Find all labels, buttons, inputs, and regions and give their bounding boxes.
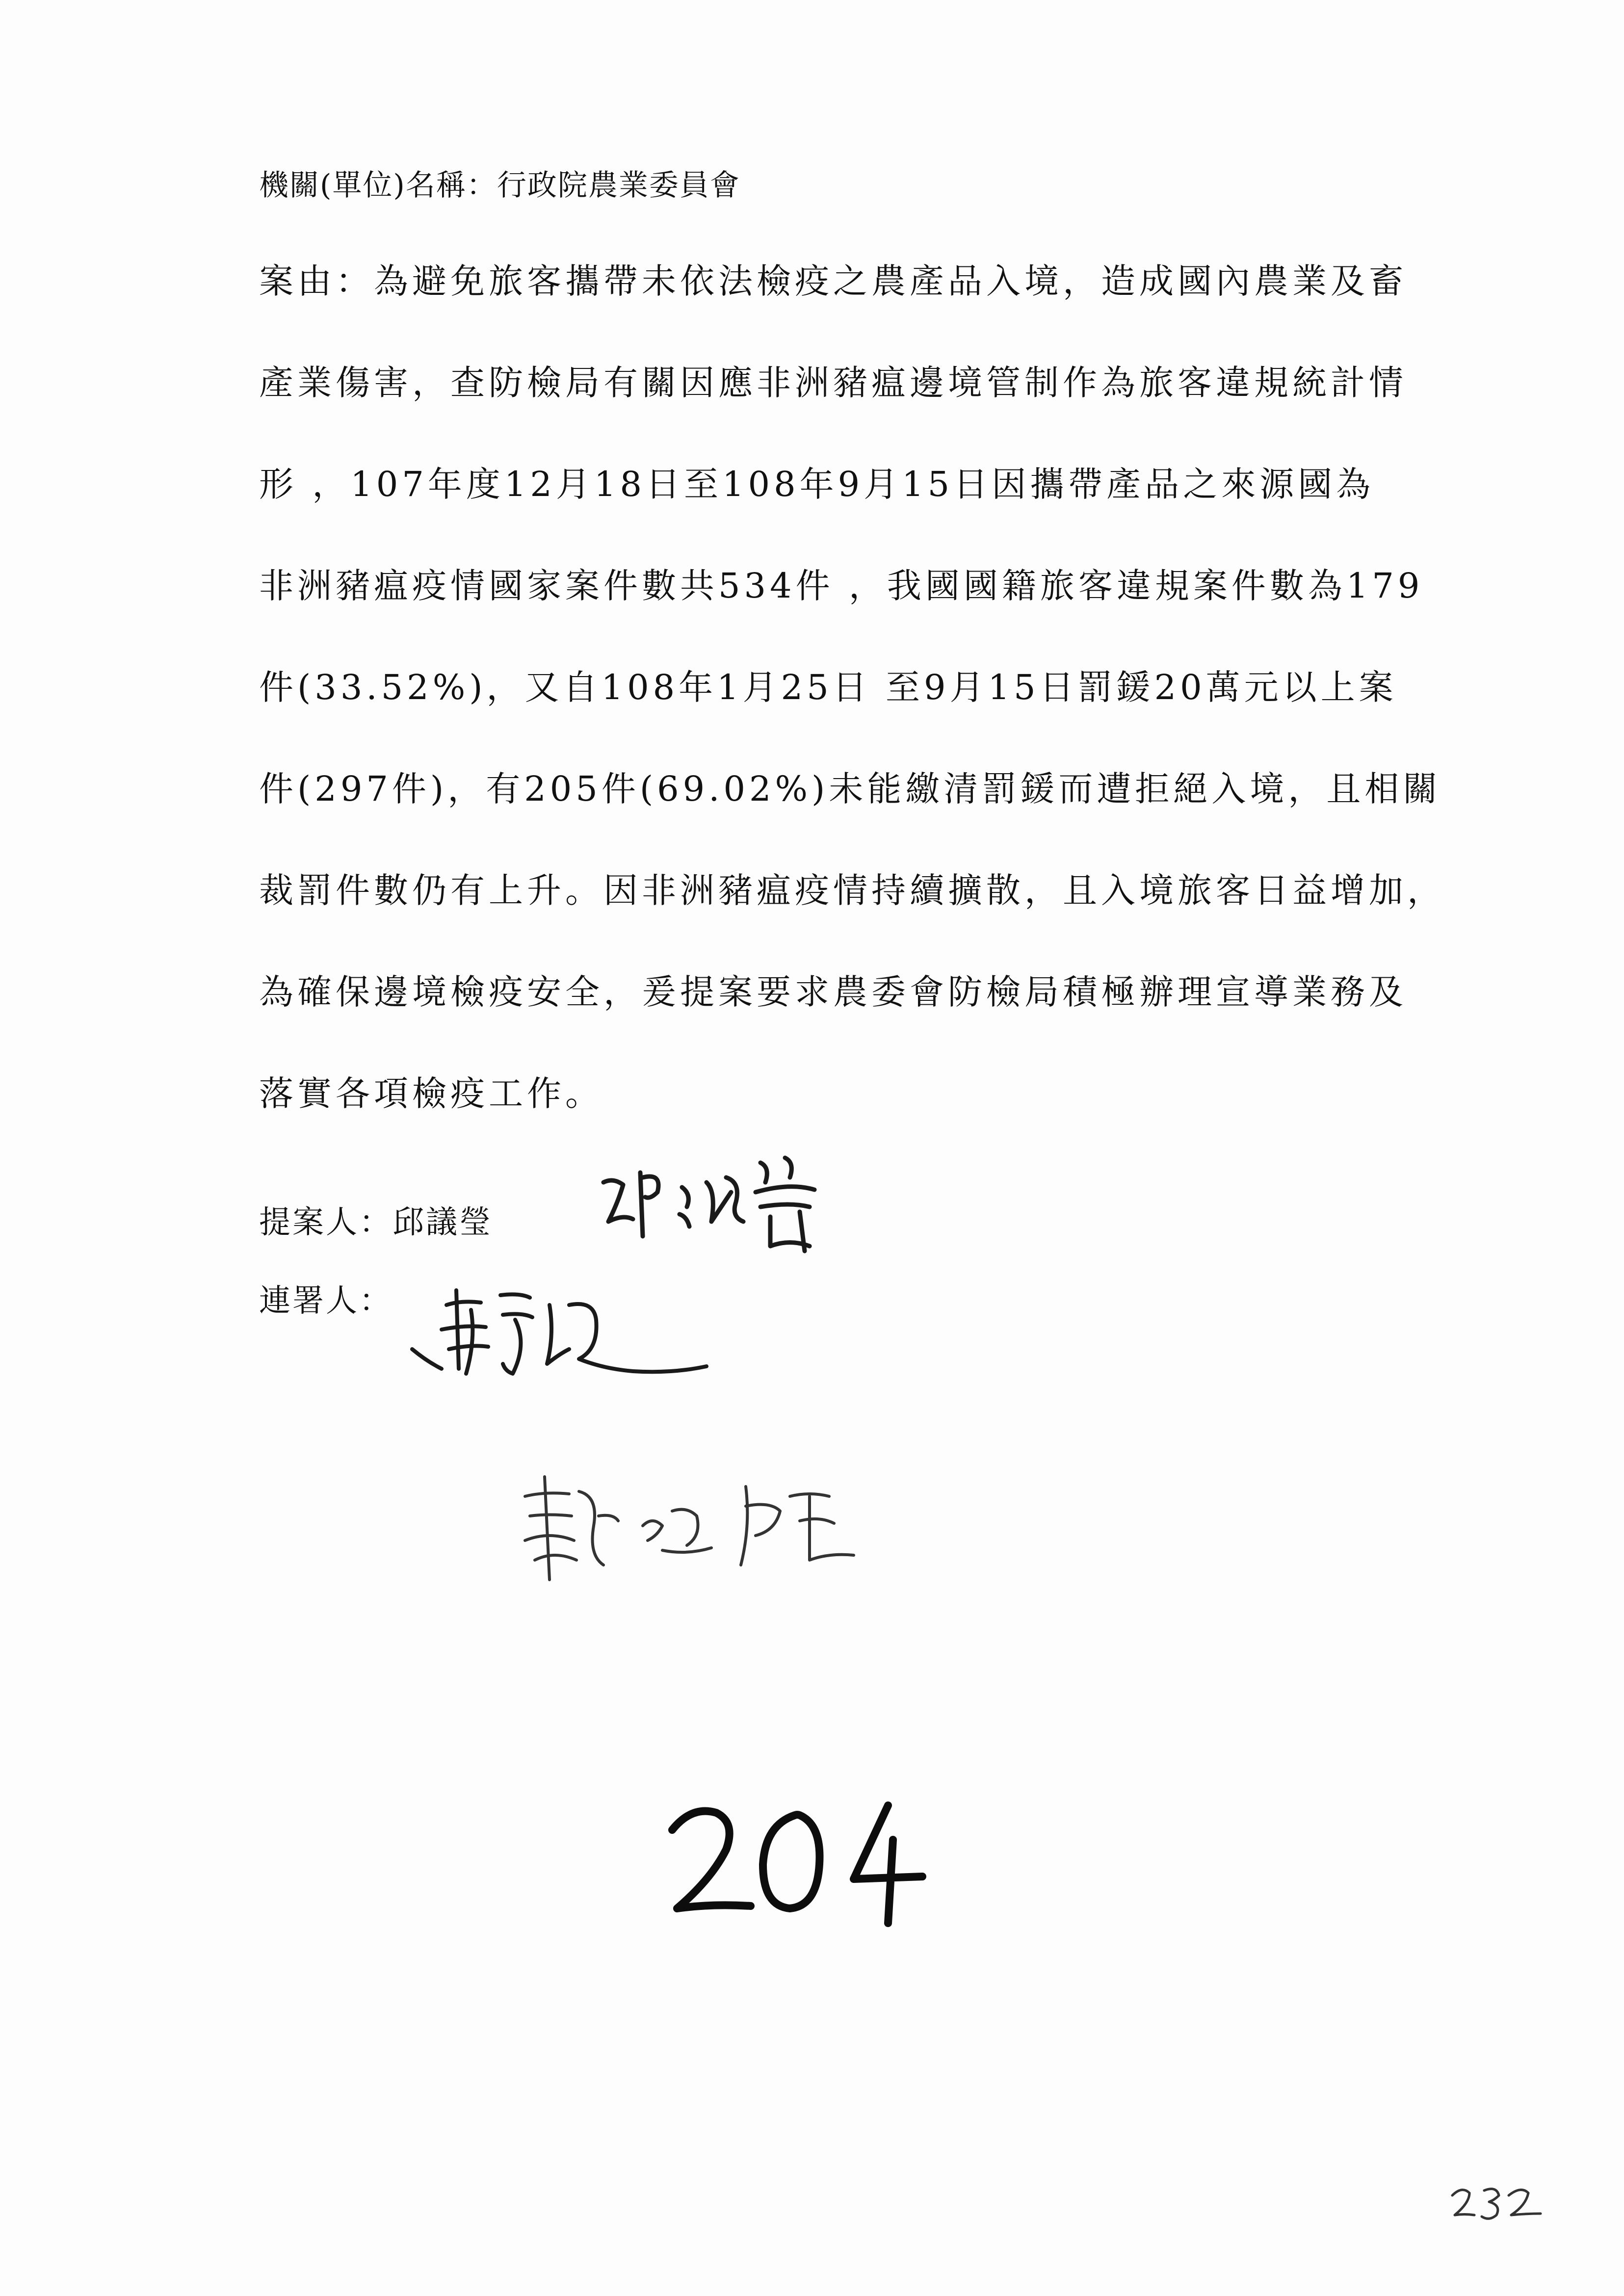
cosigner-signature-2 xyxy=(515,1467,868,1594)
cosigner-label: 連署人： xyxy=(259,1283,393,1319)
body-line: 落實各項檢疫工作。 xyxy=(259,1073,603,1114)
agency-name: 機關(單位)名稱：行政院農業委員會 xyxy=(259,168,740,203)
body-line: 產業傷害，查防檢局有關因應非洲豬瘟邊境管制作為旅客違規統計情 xyxy=(259,363,1407,403)
body-line: 案由：為避免旅客攜帶未依法檢疫之農產品入境，造成國內農業及畜 xyxy=(259,261,1407,301)
body-line: 形 ，107年度12月18日至108年9月15日因攜帶產品之來源國為 xyxy=(259,464,1375,504)
cosigner-signature xyxy=(407,1276,721,1388)
body-line: 為確保邊境檢疫安全，爰提案要求農委會防檢局積極辦理宣導業務及 xyxy=(259,972,1407,1012)
body-line: 裁罰件數仍有上升。因非洲豬瘟疫情持續擴散，且入境旅客日益增加， xyxy=(259,870,1445,911)
proposer-label: 提案人：邱議瑩 xyxy=(259,1204,493,1241)
body-line: 件(297件)，有205件(69.02%)未能繳清罰鍰而遭拒絕入境，且相關 xyxy=(259,769,1441,809)
case-reason-text xyxy=(259,231,1445,1145)
body-line: 件(33.52%)，又自108年1月25日 至9月15日罰鍰20萬元以上案 xyxy=(259,667,1397,707)
page-number xyxy=(1447,2178,1545,2227)
proposer-signature xyxy=(594,1148,849,1261)
handwritten-number xyxy=(657,1796,932,1933)
body-line: 非洲豬瘟疫情國家案件數共534件 ，我國國籍旅客違規案件數為179 xyxy=(259,566,1424,606)
